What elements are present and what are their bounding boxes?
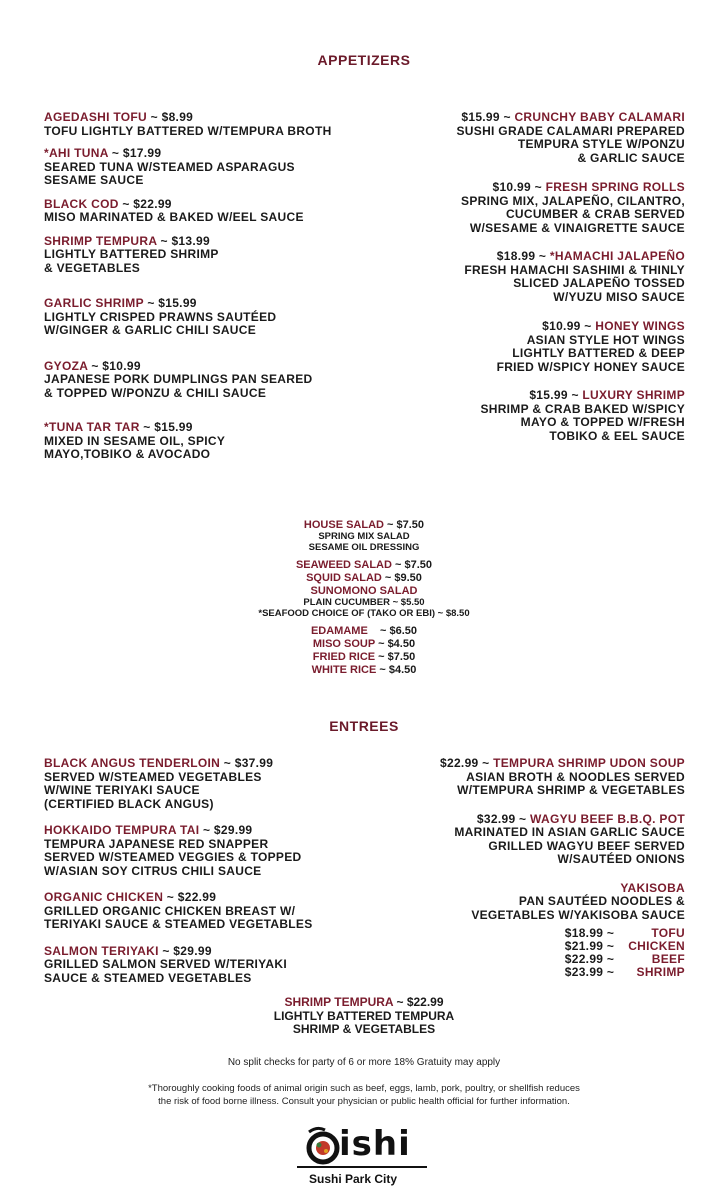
- item-price: ~ $29.99: [158, 943, 212, 958]
- item-price: ~ $6.50: [367, 625, 418, 637]
- option-name: CHICKEN: [628, 939, 685, 953]
- item-price: ~ $37.99: [220, 756, 274, 770]
- option-name: BEEF: [651, 952, 685, 966]
- menu-item: [44, 297, 332, 338]
- appetizers-right-column: [457, 111, 686, 443]
- menu-item: [457, 320, 686, 374]
- item-desc: SERVED W/STEAMED VEGETABLES W/WINE TERIYAKI SAUCE (CERTIFIED BLACK ANGUS): [44, 769, 262, 811]
- item-name: SEAWEED SALAD: [295, 559, 392, 571]
- item-price: $15.99 ~: [461, 110, 515, 124]
- menu-item: [44, 235, 332, 276]
- item-desc: PAN SAUTÉED NOODLES & VEGETABLES W/YAKISOBA SAUCE: [471, 894, 685, 922]
- item-price: ~ $4.50: [375, 638, 416, 650]
- side-sub: SESAME OIL DRESSING: [308, 541, 420, 553]
- item-name: FRESH SPRING ROLLS: [545, 180, 685, 194]
- menu-item: [44, 757, 313, 811]
- option-price: $22.99 ~: [564, 952, 615, 966]
- menu-item: [44, 198, 332, 225]
- item-desc: ASIAN BROTH & NOODLES SERVED W/TEMPURA SHRIMP & VEGETABLES: [457, 769, 685, 797]
- item-name: SUNOMONO SALAD: [310, 585, 418, 597]
- menu-item: [44, 360, 332, 401]
- yakisoba-options: [565, 927, 685, 979]
- item-price: $32.99 ~: [476, 811, 531, 826]
- menu-item: [440, 757, 685, 798]
- item-desc: LIGHTLY BATTERED TEMPURA: [273, 1008, 455, 1023]
- shrimp-tempura-entree: [0, 996, 728, 1037]
- item-desc: SHRIMP & CRAB BAKED W/SPICY MAYO & TOPPED W/FRESH TOBIKO & EEL SAUCE: [480, 401, 685, 443]
- menu-item: [44, 111, 332, 138]
- item-name: BLACK ANGUS TENDERLOIN: [44, 756, 221, 770]
- sides-block: [0, 519, 728, 677]
- option-price: $21.99 ~: [564, 939, 615, 953]
- item-name: HOKKAIDO TEMPURA TAI: [44, 823, 200, 837]
- split-check-note: No split checks for party of 6 or more 18% Gratuity may apply: [227, 1057, 501, 1068]
- entrees-heading: ENTREES: [329, 718, 399, 734]
- item-desc: JAPANESE PORK DUMPLINGS PAN SEARED & TOPPED W/PONZU & CHILI SAUCE: [44, 372, 313, 400]
- item-price: $22.99 ~: [440, 756, 494, 770]
- item-name: YAKISOBA: [620, 880, 685, 895]
- item-price: ~ $7.50: [383, 519, 425, 531]
- option-price: $18.99 ~: [564, 926, 615, 940]
- item-price: ~ $29.99: [199, 823, 253, 837]
- item-name: CRUNCHY BABY CALAMARI: [514, 110, 685, 124]
- item-desc: MIXED IN SESAME OIL, SPICY MAYO,TOBIKO & AVOCADO: [44, 433, 226, 461]
- menu-item: [457, 111, 686, 165]
- yakisoba-option: [565, 966, 685, 979]
- side-item: [0, 559, 728, 572]
- item-price: $10.99 ~: [492, 180, 546, 194]
- item-desc: LIGHTLY CRISPED PRAWNS SAUTÉED W/GINGER & GARLIC CHILI SAUCE: [44, 309, 277, 337]
- logo-subtitle: Sushi Park City: [309, 1172, 398, 1186]
- item-name: SALMON TERIYAKI: [44, 943, 159, 958]
- item-desc: SHRIMP & VEGETABLES: [292, 1022, 436, 1036]
- side-sub: SPRING MIX SALAD: [318, 531, 410, 542]
- option-name: SHRIMP: [636, 965, 685, 979]
- item-name: AGEDASHI TOFU: [44, 110, 148, 124]
- item-name: HOUSE SALAD: [303, 519, 384, 531]
- item-name: WAGYU BEEF B.B.Q. POT: [530, 811, 685, 826]
- item-desc: LIGHTLY BATTERED SHRIMP & VEGETABLES: [44, 247, 219, 275]
- item-name: ORGANIC CHICKEN: [44, 890, 164, 904]
- item-name: TEMPURA SHRIMP UDON SOUP: [493, 756, 685, 770]
- item-name: *HAMACHI JALAPEÑO: [549, 249, 685, 263]
- yakisoba-item: [440, 882, 685, 980]
- entrees-right-column: [440, 757, 685, 979]
- menu-item: [44, 421, 332, 462]
- menu-item: [440, 813, 685, 867]
- item-desc: SPRING MIX, JALAPEÑO, CILANTRO, CUCUMBER & CRAB SERVED W/SESAME & VINAIGRETTE SAUCE: [461, 193, 685, 235]
- item-desc: GRILLED ORGANIC CHICKEN BREAST W/ TERIYAKI SAUCE & STEAMED VEGETABLES: [44, 903, 313, 931]
- disclaimer: [0, 1082, 728, 1108]
- appetizers-heading: APPETIZERS: [317, 52, 411, 68]
- item-name: GYOZA: [44, 358, 88, 373]
- menu-item: [457, 181, 686, 235]
- item-price: $15.99 ~: [529, 388, 583, 402]
- item-desc: FRESH HAMACHI SASHIMI & THINLY SLICED JALAPEÑO TOSSED W/YUZU MISO SAUCE: [464, 262, 685, 304]
- side-item: [0, 664, 728, 677]
- item-name: WHITE RICE: [311, 664, 377, 676]
- item-name: HONEY WINGS: [595, 319, 685, 333]
- item-desc: SEARED TUNA W/STEAMED ASPARAGUS SESAME SAUCE: [44, 159, 295, 187]
- item-name: GARLIC SHRIMP: [44, 296, 144, 310]
- item-name: LUXURY SHRIMP: [582, 388, 685, 402]
- item-price: ~ $22.99: [393, 995, 444, 1009]
- item-price: ~ $22.99: [163, 890, 217, 904]
- menu-item: [0, 996, 728, 1010]
- disclaimer-line: the risk of food borne illness. Consult your physician or public health official for further information.: [158, 1096, 570, 1107]
- item-desc: ASIAN STYLE HOT WINGS LIGHTLY BATTERED & DEEP FRIED W/SPICY HONEY SAUCE: [496, 332, 685, 374]
- item-name: MISO SOUP: [312, 638, 376, 650]
- item-name: SHRIMP TEMPURA: [44, 233, 157, 248]
- side-item: [0, 625, 728, 638]
- item-desc: TEMPURA JAPANESE RED SNAPPER SERVED W/STEAMED VEGGIES & TOPPED W/ASIAN SOY CITRUS CHILI SAUCE: [44, 836, 302, 878]
- item-desc: SUSHI GRADE CALAMARI PREPARED TEMPURA STYLE W/PONZU & GARLIC SAUCE: [456, 123, 685, 165]
- disclaimer-line: *Thoroughly cooking foods of animal origin such as beef, eggs, lamb, pork, poultry, or shellfish reduces: [148, 1083, 580, 1094]
- item-price: ~ $17.99: [108, 146, 162, 160]
- item-desc: TOFU LIGHTLY BATTERED W/TEMPURA BROTH: [44, 123, 332, 138]
- item-price: ~ $8.99: [147, 110, 194, 124]
- item-name: FRIED RICE: [312, 651, 376, 663]
- item-price: ~ $13.99: [156, 233, 210, 248]
- item-price: ~ $22.99: [118, 196, 172, 211]
- item-price: $10.99 ~: [542, 319, 596, 333]
- item-name: SQUID SALAD: [306, 572, 382, 584]
- item-name: SHRIMP TEMPURA: [284, 995, 394, 1009]
- menu-item: [44, 891, 313, 932]
- oishi-logo: [295, 1122, 435, 1192]
- item-name: *TUNA TAR TAR: [44, 420, 140, 434]
- side-sub: *SEAFOOD CHOICE OF (TAKO OR EBI) ~ $8.50: [258, 607, 470, 619]
- item-price: ~ $15.99: [139, 420, 193, 434]
- item-name: EDAMAME: [310, 625, 368, 637]
- entrees-left-column: [44, 757, 313, 985]
- item-price: ~ $4.50: [376, 664, 417, 676]
- item-desc: GRILLED SALMON SERVED W/TERIYAKI SAUCE & STEAMED VEGETABLES: [44, 957, 287, 985]
- option-price: $23.99 ~: [564, 965, 615, 979]
- item-desc: MISO MARINATED & BAKED W/EEL SAUCE: [44, 210, 304, 224]
- item-price: ~ $10.99: [87, 358, 141, 373]
- menu-item: [457, 250, 686, 304]
- item-price: ~ $15.99: [143, 296, 197, 310]
- option-name: TOFU: [651, 926, 685, 940]
- item-price: $18.99 ~: [496, 249, 550, 263]
- item-desc: MARINATED IN ASIAN GARLIC SAUCE GRILLED WAGYU BEEF SERVED W/SAUTÉED ONIONS: [454, 825, 685, 866]
- item-name: BLACK COD: [44, 196, 119, 211]
- menu-item: [457, 389, 686, 443]
- side-item: [0, 638, 728, 651]
- appetizers-left-column: [44, 111, 332, 462]
- menu-item: [44, 147, 332, 188]
- side-sub: PLAIN CUCUMBER ~ $5.50: [303, 597, 425, 608]
- menu-item: [44, 945, 313, 986]
- item-price: ~ $7.50: [391, 559, 433, 571]
- item-price: ~ $7.50: [375, 651, 416, 663]
- logo-text: ishi: [339, 1124, 411, 1164]
- item-price: ~ $9.50: [381, 572, 422, 584]
- menu-item: [44, 824, 313, 878]
- side-item: [0, 572, 728, 585]
- side-item: [0, 651, 728, 664]
- item-name: *AHI TUNA: [44, 146, 109, 160]
